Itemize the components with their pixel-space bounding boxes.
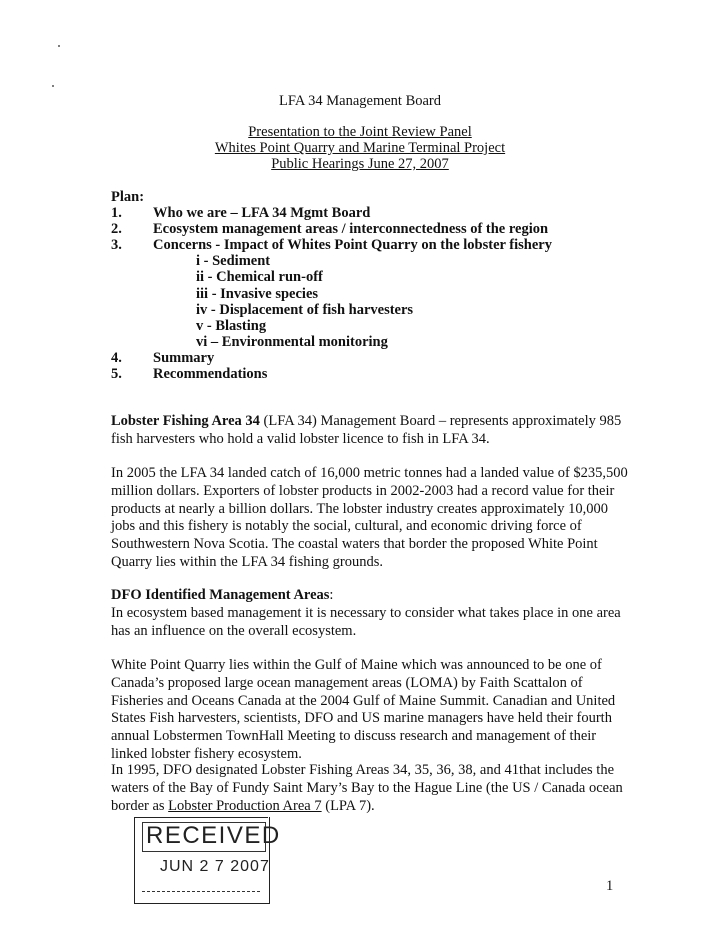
- stamp-top-border: [134, 817, 268, 818]
- stamp-signature-line: [142, 891, 260, 892]
- lobster-areas-paragraph: In 1995, DFO designated Lobster Fishing Areas 34, 35, 36, 38, and 41that includes the waters of the Bay of Fundy Saint Mary’s Bay to the Hague Line (the US / Canada ocean border as Lobster Production Area 7 (LPA 7).: [111, 762, 623, 814]
- scan-speck: [58, 45, 60, 47]
- section-heading: DFO Identified Management Areas: [111, 587, 330, 603]
- board-title: LFA 34 Management Board: [278, 93, 442, 109]
- presentation-line: Presentation to the Joint Review Panel: [248, 124, 472, 140]
- project-line: Whites Point Quarry and Marine Terminal Project: [214, 140, 506, 156]
- page-number: 1: [606, 878, 614, 894]
- document-page: LFA 34 Management Board Presentation to the Joint Review Panel Whites Point Quarry and Marine Terminal Project Public Hearings June 27, 2007 Plan: 1. Who we are – LFA 34 Mgmt Board 2. Ecosystem management areas / interconnectedness of the region 3. Concerns - Impact of Whites Point Quarry on the lobster fishery i - Sediment ii - Chemical run-off iii - Invasive species iv - Displacement of fish harvesters v - Blasting vi – Environmental monitoring 4. Summary 5. Recommendations Lobster Fishing Area 34 (LFA 34) Management Board – represents approximately 985 fish harvesters who hold a valid lobster licence to fish in LFA 34. In 2005 the LFA 34 landed catch of 16,000 metric tonnes had a landed value of $235,500 million dollars. Exporters of lobster products in 2002-2003 had a record value for their products at nearly a billion dollars. The lobster industry creates approximately 10,000 jobs and this fishery is notably the social, cultural, and economic driving force of Southwestern Nova Scotia. The coastal waters that border the proposed White Point Quarry lies within the LFA 34 fishing grounds. DFO Identified Management Areas: In ecosystem based management it is necessary to consider what takes place in one area has an influence on the overall ecosystem. White Point Quarry lies within the Gulf of Maine which was announced to be one of Canada’s proposed large ocean management areas (LOMA) by Faith Scattalon of Fisheries and Oceans Canada at the 2004 Gulf of Maine Summit. Canadian and United States Fish harvesters, scientists, DFO and US marine managers have held their fourth annual Lobstermen TownHall Meeting to discuss research and management of their linked lobster fishery ecosystem. In 1995, DFO designated Lobster Fishing Areas 34, 35, 36, 38, and 41that includes the waters of the Bay of Fundy Saint Mary’s Bay to the Hague Line (the US / Canada ocean border as Lobster Production Area 7 (LPA 7). RECEIVED JUN 2 7 2007 1: [0, 0, 720, 929]
- management-areas-paragraph: DFO Identified Management Areas: In ecosystem based management it is necessary to consider what takes place in one area has an influence on the overall ecosystem.: [111, 587, 621, 639]
- scan-speck: [52, 85, 54, 87]
- hearings-line: Public Hearings June 27, 2007: [271, 156, 449, 172]
- lfa-name: Lobster Fishing Area 34: [111, 413, 260, 429]
- stamp-title: RECEIVED: [146, 822, 281, 849]
- lpa-link-text: Lobster Production Area 7: [168, 797, 322, 814]
- stamp-date: JUN 2 7 2007: [160, 858, 270, 875]
- plan-heading: Plan:: [111, 189, 145, 205]
- landed-value-paragraph: In 2005 the LFA 34 landed catch of 16,000 metric tonnes had a landed value of $235,500 million dollars. Exporters of lobster products in 2002-2003 had a record value for their products at nearly a billion dollars. The lobster industry creates approximately 10,000 jobs and this fishery is notably the social, cultural, and economic driving force of Southwestern Nova Scotia. The coastal waters that border the proposed White Point Quarry lies within the LFA 34 fishing grounds.: [111, 465, 628, 570]
- intro-paragraph: Lobster Fishing Area 34 (LFA 34) Management Board – represents approximately 985 fish harvesters who hold a valid lobster licence to fish in LFA 34.: [111, 413, 622, 447]
- gulf-of-maine-paragraph: White Point Quarry lies within the Gulf of Maine which was announced to be one of Canada’s proposed large ocean management areas (LOMA) by Faith Scattalon of Fisheries and Oceans Canada at the 2004 Gulf of Maine Summit. Canadian and United States Fish harvesters, scientists, DFO and US marine managers have held their fourth annual Lobstermen TownHall Meeting to discuss research and management of their linked lobster fishery ecosystem.: [111, 657, 616, 762]
